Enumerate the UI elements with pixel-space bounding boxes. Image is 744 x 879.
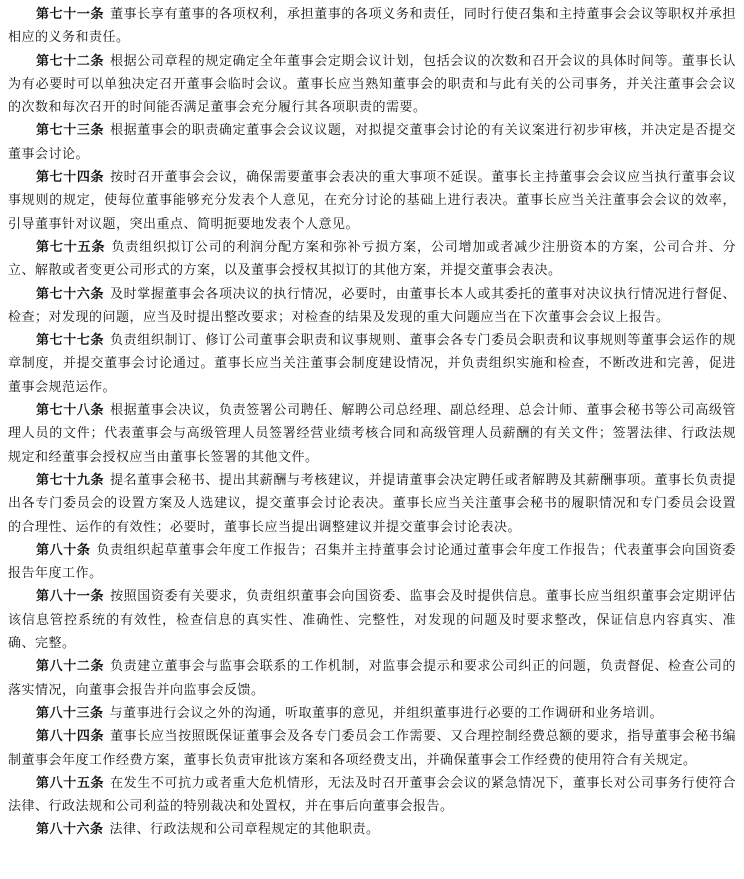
article-number: 第七十二条 [36, 53, 105, 69]
article-text: 负责建立董事会与监事会联系的工作机制，对监事会提示和要求公司纠正的问题，负责督促、检查公司的落实情况，向董事会报告并向监事会反馈。 [8, 659, 736, 698]
article-79 [8, 469, 736, 539]
article-82 [8, 655, 736, 702]
article-text: 及时掌握董事会各项决议的执行情况，必要时，由董事长本人或其委托的董事对决议执行情况进行督促、检查；对发现的问题，应当及时提出整改要求；对检查的结果及发现的重大问题应当在下次董事会会议上报告。 [8, 286, 736, 325]
article-74 [8, 166, 736, 236]
article-number: 第七十六条 [36, 286, 105, 302]
article-number: 第八十六条 [36, 822, 104, 838]
article-86 [8, 818, 736, 841]
article-text: 与董事进行会议之外的沟通，听取董事的意见，并组织董事进行必要的工作调研和业务培训。 [109, 705, 664, 721]
article-72 [8, 50, 736, 120]
article-83 [8, 702, 736, 725]
article-number: 第八十一条 [36, 589, 105, 605]
article-number: 第七十七条 [36, 333, 105, 349]
article-number: 第七十三条 [36, 123, 105, 139]
article-number: 第八十四条 [36, 729, 105, 745]
article-text: 提名董事会秘书、提出其薪酬与考核建议，并提请董事会决定聘任或者解聘及其薪酬事项。董事长负责提出各专门委员会的设置方案及人选建议，提交董事会讨论表决。董事长应当关注董事会秘书的履职情况和专门委员会设置的合理性、运作的有效性；必要时，董事长应当提出调整建议并提交董事会讨论表决。 [8, 472, 736, 535]
article-text: 法律、行政法规和公司章程规定的其他职责。 [109, 822, 380, 838]
article-text: 董事长享有董事的各项权利，承担董事的各项义务和责任，同时行使召集和主持董事会会议等职权并承担相应的义务和责任。 [8, 7, 736, 46]
article-text: 根据董事会决议，负责签署公司聘任、解聘公司总经理、副总经理、总会计师、董事会秘书等公司高级管理人员的文件；代表董事会与高级管理人员签署经营业绩考核合同和高级管理人员薪酬的有关文件；签署法律、行政法规规定和经董事会授权应当由董事长签署的其他文件。 [8, 403, 736, 465]
article-81 [8, 585, 736, 655]
article-text: 负责组织拟订公司的利润分配方案和弥补亏损方案，公司增加或者减少注册资本的方案，公司合并、分立、解散或者变更公司形式的方案，以及董事会授权其拟订的其他方案，并提交董事会表决。 [8, 239, 736, 279]
article-text: 在发生不可抗力或者重大危机情形，无法及时召开董事会会议的紧急情况下，董事长对公司事务行使符合法律、行政法规和公司利益的特别裁决和处置权，并在事后向董事会报告。 [8, 775, 736, 815]
article-76 [8, 283, 736, 330]
article-75 [8, 236, 736, 283]
article-number: 第八十三条 [36, 705, 104, 721]
article-84 [8, 725, 736, 772]
article-text: 根据公司章程的规定确定全年董事会定期会议计划，包括会议的次数和召开会议的具体时间等。董事长认为有必要时可以单独决定召开董事会临时会议。董事长应当熟知董事会的职责和与此有关的公司事务，并关注董事会会议的次数和每次召开的时间能否满足董事会充分履行其各项职责的需要。 [8, 53, 736, 116]
article-85 [8, 772, 736, 819]
article-number: 第八十五条 [36, 775, 105, 791]
article-number: 第七十五条 [36, 239, 106, 255]
article-77 [8, 329, 736, 399]
article-78 [8, 399, 736, 469]
article-number: 第七十一条 [36, 7, 105, 22]
article-80 [8, 539, 736, 586]
article-number: 第七十四条 [36, 170, 105, 186]
article-text: 根据董事会的职责确定董事会会议议题，对拟提交董事会讨论的有关议案进行初步审核，并决定是否提交董事会讨论。 [8, 123, 736, 162]
article-number: 第八十条 [36, 542, 91, 558]
article-number: 第七十八条 [36, 403, 105, 419]
article-73 [8, 119, 736, 166]
article-text: 按照国资委有关要求，负责组织董事会向国资委、监事会及时提供信息。董事长应当组织董事会定期评估该信息管控系统的有效性，检查信息的真实性、准确性、完整性，对发现的问题及时要求整改，保证信息内容真实、准确、完整。 [8, 589, 736, 652]
article-text: 按时召开董事会会议，确保需要董事会表决的重大事项不延误。董事长主持董事会会议应当执行董事会议事规则的规定，使每位董事能够充分发表个人意见，在充分讨论的基础上进行表决。董事长应当关注董事会会议的效率，引导董事针对议题，突出重点、简明扼要地发表个人意见。 [8, 170, 736, 232]
article-text: 董事长应当按照既保证董事会及各专门委员会工作需要、又合理控制经费总额的要求，指导董事会秘书编制董事会年度工作经费方案，董事长负责审批该方案和各项经费支出，并确保董事会工作经费的使用符合有关规定。 [8, 729, 736, 768]
article-number: 第七十九条 [36, 472, 105, 488]
article-text: 负责组织制订、修订公司董事会职责和议事规则、董事会各专门委员会职责和议事规则等董事会运作的规章制度，并提交董事会讨论通过。董事长应当关注董事会制度建设情况，并负责组织实施和检查，不断改进和完善，促进董事会规范运作。 [8, 333, 736, 395]
article-text: 负责组织起草董事会年度工作报告；召集并主持董事会讨论通过董事会年度工作报告；代表董事会向国资委报告年度工作。 [8, 542, 736, 582]
article-71 [8, 3, 736, 50]
article-number: 第八十二条 [36, 659, 105, 675]
